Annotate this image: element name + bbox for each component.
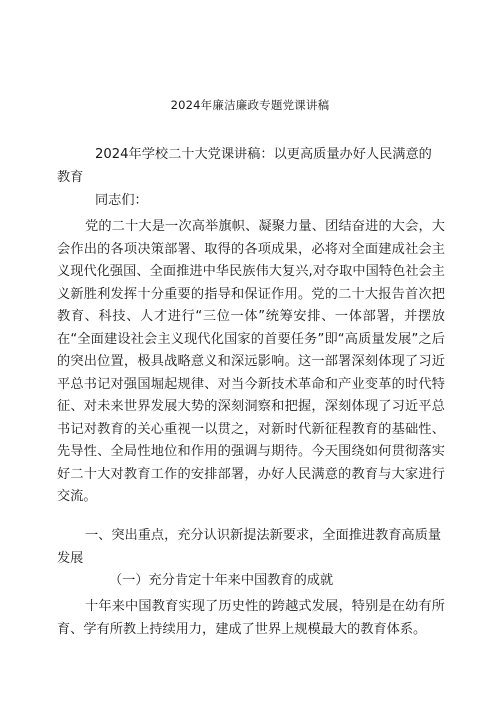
paragraph-main: 党的二十大是一次高举旗帜、凝聚力量、团结奋进的大会，大会作出的各项决策部署、取得的各项成果，必将对全面建成社会主义现代化强国、全面推进中华民族伟大复兴,对夺取中国特色社会主义新胜利发挥十分重要的指导和保证作用。党的二十大报告首次把教育、科技、人才进行“三位一体”统筹安排、一体部署，并摆放在“全面建设社会主义现代化国家的首要任务”即“高质量发展”之后的突出位置，极具战略意义和深远影响。这一部署深刻体现了习近平总书记对强国堀起规律、对当今新技术革命和产业变革的时代特征、对未来世界发展大势的深刻洞察和把握，深刻体现了习近平总书记对教育的关心重视一以贯之，对新时代新征程教育的基础性、先导性、全局性地位和作用的强调与期待。今天围绕如何贯彻落实好二十大对教育工作的安排部署，办好人民满意的教育与大家进行交流。 <box>57 219 445 504</box>
section-one-heading: 一、突出重点，充分认识新提法新要求，全面推进教育高质量发展 <box>57 528 442 566</box>
subsection-heading: （一）充分肯定十年来中国教育的成就 <box>109 573 334 588</box>
document-title: 2024年廉洁廉政专题党课讲稿 <box>170 98 330 112</box>
greeting: 同志们： <box>95 193 148 208</box>
document-subtitle: 2024年学校二十大党课讲稿：以更高质量办好人民满意的教育 <box>57 147 432 185</box>
paragraph-last: 十年来中国教育实现了历史性的跨越式发展，特别是在幼有所育、学有所教上持续用力，建成了世界上规模最大的教育体系。 <box>57 599 445 637</box>
